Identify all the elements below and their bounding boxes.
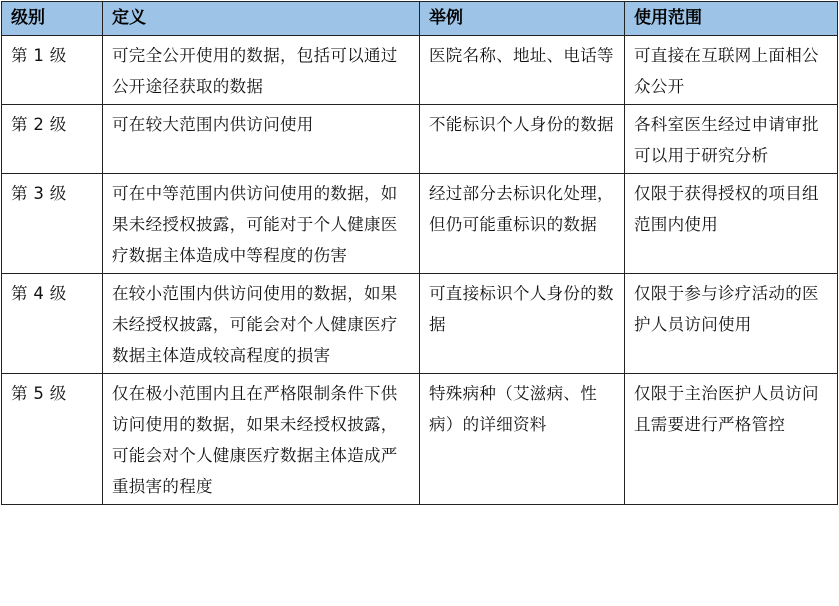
table-row	[2, 105, 838, 174]
level-cell: 第 5 级	[2, 374, 103, 505]
usage-scope-cell: 仅限于获得授权的项目组范围内使用	[625, 174, 838, 274]
definition-cell: 仅在极小范围内且在严格限制条件下供访问使用的数据，如果未经授权披露，可能会对个人健康医疗数据主体造成严重损害的程度	[103, 374, 420, 505]
header-usage-scope: 使用范围	[625, 2, 838, 36]
header-level: 级别	[2, 2, 103, 36]
definition-cell: 可在较大范围内供访问使用	[103, 105, 420, 174]
example-cell: 医院名称、地址、电话等	[420, 36, 625, 105]
table-row	[2, 174, 838, 274]
table-header-row	[2, 2, 838, 36]
usage-scope-cell: 仅限于主治医护人员访问且需要进行严格管控	[625, 374, 838, 505]
header-example: 举例	[420, 2, 625, 36]
example-cell: 特殊病种（艾滋病、性病）的详细资料	[420, 374, 625, 505]
definition-cell: 在较小范围内供访问使用的数据，如果未经授权披露，可能会对个人健康医疗数据主体造成较高程度的损害	[103, 274, 420, 374]
data-classification-table	[1, 1, 838, 505]
example-cell: 可直接标识个人身份的数据	[420, 274, 625, 374]
level-cell: 第 4 级	[2, 274, 103, 374]
level-cell: 第 3 级	[2, 174, 103, 274]
usage-scope-cell: 仅限于参与诊疗活动的医护人员访问使用	[625, 274, 838, 374]
table-row	[2, 274, 838, 374]
table-row	[2, 36, 838, 105]
example-cell: 不能标识个人身份的数据	[420, 105, 625, 174]
level-cell: 第 1 级	[2, 36, 103, 105]
usage-scope-cell: 可直接在互联网上面相公众公开	[625, 36, 838, 105]
definition-cell: 可在中等范围内供访问使用的数据，如果未经授权披露，可能对于个人健康医疗数据主体造成中等程度的伤害	[103, 174, 420, 274]
example-cell: 经过部分去标识化处理，但仍可能重标识的数据	[420, 174, 625, 274]
header-definition: 定义	[103, 2, 420, 36]
table-row	[2, 374, 838, 505]
definition-cell: 可完全公开使用的数据，包括可以通过公开途径获取的数据	[103, 36, 420, 105]
usage-scope-cell: 各科室医生经过申请审批可以用于研究分析	[625, 105, 838, 174]
level-cell: 第 2 级	[2, 105, 103, 174]
